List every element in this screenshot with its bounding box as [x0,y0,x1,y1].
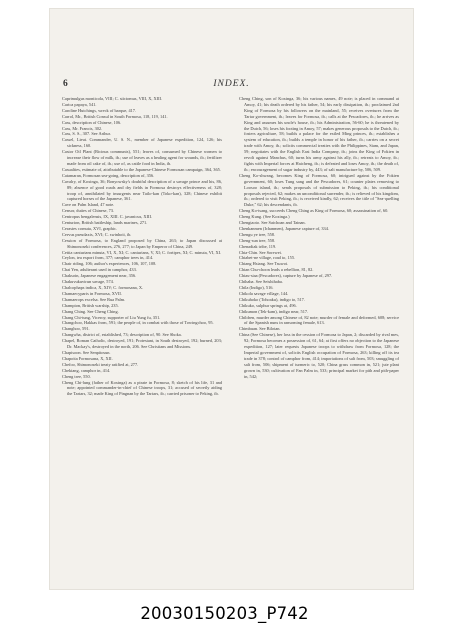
index-entry: Chihaba. See Seishihaba. [239,279,283,285]
index-entry: Censor, duties of Chinese, 73. [62,208,115,214]
index-entry: Cass, Mr. Francis, 302. [62,125,103,131]
index-entry: Chikuko, sulphur springs at, 496. [239,302,297,308]
index-entry: Chia-Chin. See Sorewei. [239,249,282,255]
index-entry: Chikola savage village, 144. [239,290,289,296]
index-entry: Children, murder among Chinese of, 82 note; murder of female and deformed, 608; service of the Spanish nuns in ransoming female, 613. [239,314,399,326]
index-column-left [62,96,222,574]
index-entry: Chenkanmen (Ichanmen), Japanese capture of, 334. [239,225,329,231]
index-entry: Chalcophaps indica, X, XIV; C. formosana, X. [62,285,144,290]
index-entry: Chimbuan. See Bilotan. [239,326,281,332]
index-entry: Chikumon (Tek-kam), indigo near, 517. [239,308,309,314]
index-entry: Cass, description of Chinese, 106. [62,119,122,125]
index-entry: Chian Chu-choon leads a rebellion, 81, 82. [239,267,314,273]
index-entry: Chengu ye tree, 558. [239,231,276,237]
index-entry: Chakuvukuvirun savage, 574. [62,279,114,285]
index-entry: Caroline Hutchings, wreck of barque, 417. [62,107,137,113]
index-entry: Cheng Ko-tsang, succeeds Cheng Ching as King of Formosa, 60; assassination of, 60. [239,208,389,214]
index-entry: Cervus pseudaxis, XVI; C. swinhoii, ib. [62,231,132,237]
index-entry: Chang Chi-tung, Viceroy, supporter of Liu Yung fu, 351. [62,314,161,320]
image-caption: 20030150203_P742 [140,604,309,623]
index-entry: Cheng tree, 550. [62,373,91,379]
index-entry: Cheng-sun tree, 558. [239,237,276,243]
index-entry: Chekiang, camphor in, 414. [62,367,111,373]
index-entry: Chenadiak tribe, 119. [239,243,277,249]
index-entry: Cave on Palm Island, 47 note. [62,202,115,208]
index-entry: Cheng Ko-shwang, becomes King of Formosa, 60; intrigued against by the Fokien government, 60; loses Tung sang and the Pescadores, 61; counter plates removing to Loosoo island, ib.; sends proposals of submission to Peking, ib.; his conditional proposals rejected, 62; makes an unconditional surrender, ib.; is relieved of his kingdom, ib.; ordered to visit Peking, ib.; is received kindly, 62; receives the title of "Sea-quelling Duke," 62; his descendants, ib. [239,172,399,208]
index-entry: Caprimulgus monticola, VIII; C. stictomus, VIII, X, XIII. [62,96,163,101]
index-entry: Chapoita Formosana, X, XII. [62,355,113,361]
index-entry: Cheng Chi-lung (father of Koxinga) as a pirate in Formosa, 8; sketch of his life, 31 and note; appointed commander-in-chief of Chinese troops, 31; accused of secretly aiding the Tartars, 32; made King of Pingnan by the Tartars, ib.; carried prisoner to Peking, ib. [62,379,222,397]
index-entry: Chamaerops excelsa. See Rua Palm. [62,296,126,302]
index-entry: Chamaecyparis in Formosa, XVII. [62,290,122,296]
index-entry: Champion, British warship, 235. [62,302,119,308]
index-entry: Chengtaoto. See Saichoan and Tainan. [239,220,306,226]
index-entry: Chiang Hsiang. See Tsuwoi. [239,261,289,267]
index-entry: Ceylon, tea export from, 377; camphor trees in, 414. [62,255,154,261]
index-entry: Chiau-siaa (Pescadores), capture by Japanese of, 297. [239,273,333,279]
index-entry: Chapisoon. See Senpitosun. [62,349,111,355]
index-entry: Cassel, Lieut. Commander, U. S. N., member of Japanese expedition, 124, 126; his sickness, 160. [62,137,222,149]
index-entry: Cettia canturians minuta, VI, X, XI; C. canturians, V, XI; C. fortipes, XI; C. minuta, VI, XI. [62,249,222,255]
running-head: INDEX. [213,79,250,89]
index-entry: China (See Chinese), her loss in the cession of Formosa to Japan, 2; discarded by rival mes, 92; Formosa becomes a possession of, 61, 64; at first offers no objection to the Japanese expedition, 127; later requests Japanese troops to withdraw from Formosa, 128; the Imperial government of, solicits English occupation of Formosa, 263; killing off its tea trade in 378; control of camphor from, 414; importations of salt from, 503; smuggling of salt from, 506; shipment of turmeric to, 520; China grass common in, 521; jute plant grown in, 530; cultivation of Fan Palm in, 533; principal market for pith and pith-paper in, 542; [239,332,399,379]
index-entry: Centropus bengalensis, IX, XIII. C. javanicus, XIII. [62,214,152,220]
index-entry: Centurion, British battleship, lands marines, 271. [62,220,148,226]
index-entry: Cerastes cornuta, XVI, graphic. [62,225,118,231]
index-entry: Cass, S. S., 307. See Arthur. [62,131,111,137]
index-entry: Changhoo, 591. [62,326,90,332]
index-entry: Castor Oil Plant (Ricinus communis), 551; leaves of, consumed by Chinese women to increase their flow of milk, ib.; use of leaves as a healing agent for wounds, ib.; fertilizer made from oil cake of, ib.; use of, as cattle food in India, ib. [62,149,222,166]
index-entry: Chapel, Roman Catholic, destroyed, 191; Protestant, in South destroyed, 192; burned, 203; Dr. Mackay's, destroyed in the north, 206. See Christians and Missions. [62,338,222,350]
book-page [49,8,414,590]
index-entry: Cheng Ching, son of Koxinga, 36; his various names, 49 note; is placed in command at Amoy, 41; his death ordered by his father, 54; his early dissipation, ib.; proclaimed 2nd King of Formosa by his followers on the mainland, 55; receives overtures from the Tartar government, ib.; leaves for Formosa, ib.; calls at the Pescadores, ib.; he arrives as King and assumes his uncle's house, ib.; his Administration, 56-60; he is threatened by the Dutch, 56; loses his footing in Amoy, 57; makes generous proposals to the Dutch, ib.; fosters agriculture, 58; builds a palace for the exiled Ming princes, ib.; establishes a system of education, ib.; builds a temple in honor of his father, ib.; carries on a secret trade with Amoy, ib.; solicits commercial treaties with the Philippines, Siam, and Japan, 59; negotiates with the English East India Company, ib.; joins the King of Fokien in revolt against Manchus, 60; turns his army against his ally, ib.; retreats to Amoy, ib.; fights with Imperial forces at Haicheng, ib.; is defeated and loses Amoy, ib.; the death of, ib.; encouragement of sugar industry by, 443; of salt manufacture by, 506, 509. [239,96,399,172]
index-entry: Cession of Formosa, to England proposed by China, 263; to Japan discussed at Shimonoseki conferences, 276, 277; to Japan by Emperor of China, 249. [62,237,222,249]
index-entry: Cavalry, of Koxinga, 36; Bonyowsky's doubtful description of a savage prince and his, 86, 89; absence of good roads and dry fields in Formosa destroys effectiveness of, 328; troop of, annihilated by insurgents near Tailo-kan (Toko-kan), 328; Chinese exhibit captured horses of the Japanese, 361. [62,178,222,202]
index-entry: Chiabet-ne village, road to, 155. [239,255,296,261]
index-entry: Changchoo, Hakkas from, 591; the people of, in combat with those of Towingchoo, 95. [62,320,214,326]
page-header [63,79,400,93]
index-entry: Chang Ching. See Cheng Ching. [62,308,119,314]
index-entry: Chikuhoko (Tohoaku), indigo to, 517. [239,296,305,302]
index-entry: Chai Yen, adulterant used in camphor, 433. [62,267,137,273]
index-entry: Changwha, district of, established, 73; description of, 90. See Shoka. [62,332,182,338]
index-entry: Chefoo, Shimonoseki treaty ratified at, 277. [62,361,139,367]
index-column-right [239,96,399,574]
index-entry: Chair riding, 106; author's experiences, 106, 107, 108. [62,261,157,267]
index-entry: Chila (Indigo), 516. [239,285,274,290]
index-entry: Catamaran, Formosan sea-going, description of, 356. [62,172,155,178]
index-entry: Chaksoin, Japanese engagement near, 356. [62,273,137,279]
index-entry: Casualties, estimate of, attributable to the Japanese-Chinese Formosan campaign, 364, 365. [62,166,221,172]
index-entry: Carica papaya, 541. [62,101,97,107]
page-number: 6 [63,79,68,89]
index-entry: Carrol, Mr., British Consul in South Formosa, 118, 119, 141. [62,113,168,119]
index-entry: Cheng Kung. (See Koxinga.) [239,214,290,220]
